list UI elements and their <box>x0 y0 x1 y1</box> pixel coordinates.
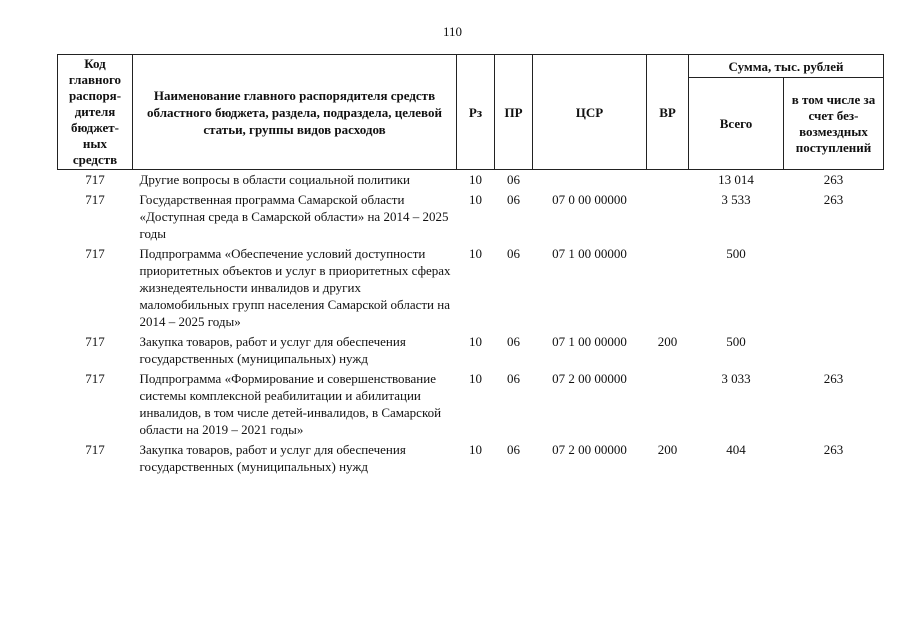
cell-csr: 07 0 00 00000 <box>552 192 627 207</box>
cell-code: 717 <box>85 334 105 349</box>
header-sum: Сумма, тыс. рублей <box>689 55 884 78</box>
cell-code: 717 <box>85 246 105 261</box>
table-row <box>58 369 884 440</box>
cell-incl <box>784 244 884 332</box>
cell-rz: 10 <box>469 192 482 207</box>
table-body <box>58 170 884 478</box>
cell-name: Государственная программа Самарской области «Доступная среда в Самарской области» на 2014 – 2025 годы <box>139 192 449 241</box>
cell-name: Подпрограмма «Обеспечение условий доступности приоритетных объектов и услуг в приоритетных сферах жизнедеятельности инвалидов и других маломобильных групп населения Самарской области на 2014 – 2025 годы» <box>139 246 451 329</box>
cell-vr <box>647 170 689 191</box>
table-row <box>58 170 884 191</box>
cell-rz: 10 <box>469 442 482 457</box>
cell-name: Подпрограмма «Формирование и совершенствование системы комплексной реабилитации и абилитации инвалидов, в том числе детей-инвалидов, в Самарской области на 2019 – 2021 годы» <box>139 371 442 437</box>
cell-pr: 06 <box>507 192 520 207</box>
cell-vr <box>647 190 689 244</box>
cell-rz: 10 <box>469 371 482 386</box>
cell-rz: 10 <box>469 246 482 261</box>
header-total: Всего <box>689 78 784 170</box>
cell-pr: 06 <box>507 246 520 261</box>
cell-vr: 200 <box>657 442 678 457</box>
cell-total: 3 533 <box>721 192 751 207</box>
cell-pr: 06 <box>507 334 520 349</box>
header-rz: Рз <box>457 55 495 170</box>
cell-incl: 263 <box>823 442 844 457</box>
cell-csr: 07 1 00 00000 <box>552 246 627 261</box>
cell-incl: 263 <box>823 371 844 386</box>
header-pr: ПР <box>495 55 533 170</box>
cell-code: 717 <box>85 371 105 386</box>
header-vr: ВР <box>647 55 689 170</box>
cell-incl: 263 <box>823 172 844 187</box>
cell-rz: 10 <box>469 334 482 349</box>
cell-total: 500 <box>726 246 746 261</box>
cell-total: 404 <box>726 442 746 457</box>
cell-pr: 06 <box>507 371 520 386</box>
page-number: 110 <box>442 24 463 39</box>
cell-incl <box>784 332 884 369</box>
table-row <box>58 190 884 244</box>
cell-rz: 10 <box>469 172 482 187</box>
cell-vr <box>647 244 689 332</box>
cell-csr: 07 1 00 00000 <box>552 334 627 349</box>
cell-csr: 07 2 00 00000 <box>552 442 627 457</box>
table-row <box>58 244 884 332</box>
cell-vr <box>647 369 689 440</box>
cell-total: 3 033 <box>721 371 751 386</box>
cell-name: Закупка товаров, работ и услуг для обеспечения государственных (муниципальных) нужд <box>139 334 406 366</box>
cell-csr: 07 2 00 00000 <box>552 371 627 386</box>
cell-code: 717 <box>85 172 105 187</box>
cell-total: 13 014 <box>718 172 754 187</box>
cell-code: 717 <box>85 442 105 457</box>
cell-incl: 263 <box>823 192 844 207</box>
cell-code: 717 <box>85 192 105 207</box>
header-csr: ЦСР <box>533 55 647 170</box>
budget-table <box>57 54 884 477</box>
cell-pr: 06 <box>507 442 520 457</box>
cell-pr: 06 <box>507 172 520 187</box>
table-header <box>58 55 884 170</box>
cell-name: Другие вопросы в области социальной политики <box>139 172 410 187</box>
cell-vr: 200 <box>657 334 678 349</box>
table-row <box>58 440 884 477</box>
header-name: Наименование главного распорядителя средств областного бюджета, раздела, подраздела, целевой статьи, группы видов расходов <box>133 55 457 170</box>
header-code: Код главного распоря-дителя бюджет-ных средств <box>58 55 133 170</box>
header-incl: в том числе за счет без-возмездных поступлений <box>784 78 884 170</box>
cell-name: Закупка товаров, работ и услуг для обеспечения государственных (муниципальных) нужд <box>139 442 406 474</box>
cell-csr <box>533 170 647 191</box>
table-row <box>58 332 884 369</box>
cell-total: 500 <box>726 334 746 349</box>
